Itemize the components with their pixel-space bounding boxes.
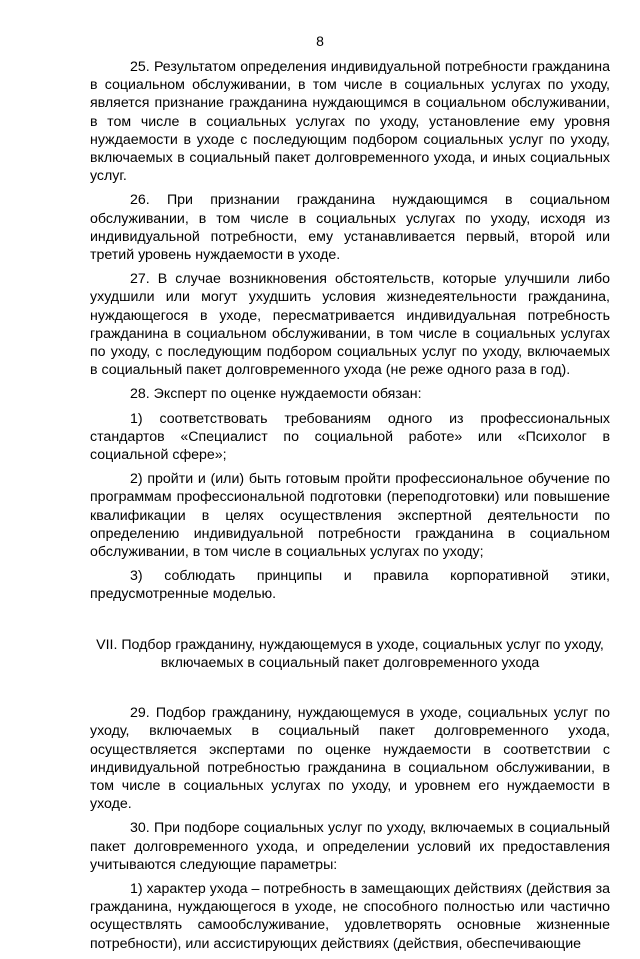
paragraph-25: 25. Результатом определения индивидуальной потребности гражданина в социальном обслуживании, в том числе в социальных услугах по уходу, является признание гражданина нуждающимся в социальном обслуживании, в том числе в социальных услугах по уходу, установление ему уровня нуждаемости в уходе с последующим подбором социальных услуг по уходу, включаемых в социальный пакет долговременного ухода, и иных социальных услуг. [90,59,610,185]
paragraph-29: 29. Подбор гражданину, нуждающемуся в уходе, социальных услуг по уходу, включаемых в социальный пакет долговременного ухода, осуществляется экспертами по оценке нуждаемости в соответствии с индивидуальной потребностью гражданина в социальном обслуживании, в том числе в социальных услугах по уходу, и уровнем его нуждаемости в уходе. [90,705,610,813]
paragraph-28-item-1: 1) соответствовать требованиям одного из профессиональных стандартов «Специалист по социальной работе» или «Психолог в социальной сфере»; [90,410,610,464]
paragraph-30-item-1: 1) характер ухода – потребность в замещающих действиях (действия за гражданина, нуждающегося в уходе, не способного полностью или частично осуществлять самообслуживание, удовлетворять основные жизненные потребности), или ассистирующих действиях (действия, обеспечивающие [90,880,610,952]
document-body [90,58,610,959]
section-heading-line-1: VII. Подбор гражданину, нуждающемуся в уходе, социальных услуг по уходу, [96,636,604,653]
paragraph-26: 26. При признании гражданина нуждающимся в социальном обслуживании, в том числе в социальных услугах по уходу, исходя из индивидуальной потребности, ему устанавливается первый, второй или третий уровень нуждаемости в уходе. [90,192,610,264]
section-heading [90,636,610,672]
paragraph-28: 28. Эксперт по оценке нуждаемости обязан: [130,386,422,403]
section-heading-line-2: включаемых в социальный пакет долговременного ухода [160,654,540,671]
paragraph-27: 27. В случае возникновения обстоятельств, которые улучшили либо ухудшили или могут ухудшить условия жизнедеятельности гражданина, нуждающегося в уходе, пересматривается индивидуальная потребность гражданина в социальном обслуживании, в том числе в социальных услугах по уходу, с последующим подбором социальных услуг по уходу, включаемых в социальный пакет долговременного ухода (не реже одного раза в год). [90,271,610,379]
page-number: 8 [316,33,324,49]
paragraph-28-item-3: 3) соблюдать принципы и правила корпоративной этики, предусмотренные моделью. [90,568,610,603]
paragraph-30: 30. При подборе социальных услуг по уходу, включаемых в социальный пакет долговременного ухода, и определении условий их предоставления учитываются следующие параметры: [90,820,610,873]
paragraph-28-item-2: 2) пройти и (или) быть готовым пройти профессиональное обучение по программам профессиональной подготовки (переподготовки) или повышение квалификации в целях осуществления экспертной деятельности по определению индивидуальной потребности гражданина в социальном обслуживании, в том числе в социальных услугах по уходу; [90,471,610,561]
